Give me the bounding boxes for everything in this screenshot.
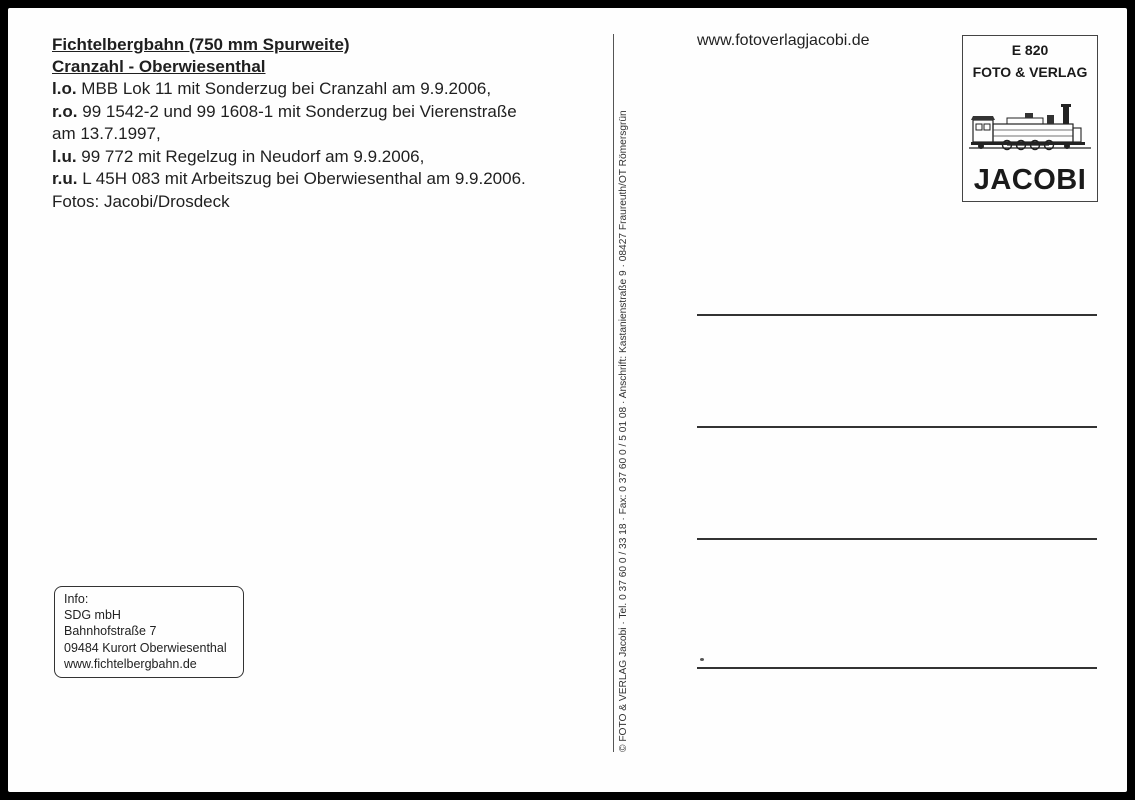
print-speck: [700, 658, 704, 661]
stamp-box: [962, 35, 1098, 202]
caption-position-label: l.o.: [52, 79, 77, 98]
info-box: [54, 586, 244, 678]
center-divider: [613, 34, 614, 752]
info-website: www.fichtelbergbahn.de: [64, 656, 197, 671]
stamp-brand: JACOBI: [973, 164, 1087, 196]
postcard-back: [8, 8, 1127, 792]
address-line: [697, 314, 1097, 316]
photo-captions: [52, 78, 607, 213]
caption-line: [52, 101, 607, 124]
caption-text: 99 1542-2 und 99 1608-1 mit Sonderzug bei Vierenstraße: [77, 101, 517, 121]
caption-position-label: r.u.: [52, 169, 78, 188]
stamp-code: E 820: [1011, 42, 1049, 58]
caption-line: [52, 168, 607, 191]
address-line: [697, 538, 1097, 540]
stamp-foto-verlag: FOTO & VERLAG: [972, 64, 1088, 80]
caption-position-label: r.o.: [52, 101, 78, 121]
caption-line: [52, 78, 607, 101]
caption-line: [52, 123, 607, 146]
info-heading: Info:: [64, 592, 89, 606]
publisher-url: www.fotoverlagjacobi.de: [697, 32, 870, 49]
address-line: [697, 667, 1097, 669]
caption-position-label: l.u.: [52, 146, 77, 166]
address-line: [697, 426, 1097, 428]
info-company: SDG mbH: [64, 608, 121, 623]
caption-text: L 45H 083 mit Arbeitszug bei Oberwiesenthal am 9.9.2006.: [77, 169, 526, 188]
caption-text: 99 772 mit Regelzug in Neudorf am 9.9.2006,: [76, 146, 425, 166]
info-city: 09484 Kurort Oberwiesenthal: [64, 640, 227, 655]
card-subtitle: Cranzahl - Oberwiesenthal: [52, 57, 266, 76]
caption-text: am 13.7.1997,: [52, 124, 161, 143]
info-street: Bahnhofstraße 7: [64, 624, 157, 639]
caption-text: Fotos: Jacobi/Drosdeck: [52, 191, 230, 211]
caption-line: [52, 191, 607, 214]
caption-text: MBB Lok 11 mit Sonderzug bei Cranzahl am 9.9.2006,: [76, 79, 492, 98]
card-title: Fichtelbergbahn (750 mm Spurweite): [52, 35, 350, 54]
publisher-address-vertical: © FOTO & VERLAG Jacobi · Tel. 0 37 60 0 / 33 18 · Fax: 0 37 60 0 / 5 01 08 · Anschrift: Kastanienstraße 9 · 08427 Fraureuth/OT Römersgrün: [618, 110, 629, 752]
caption-line: [52, 146, 607, 169]
locomotive-icon: [967, 98, 1093, 154]
